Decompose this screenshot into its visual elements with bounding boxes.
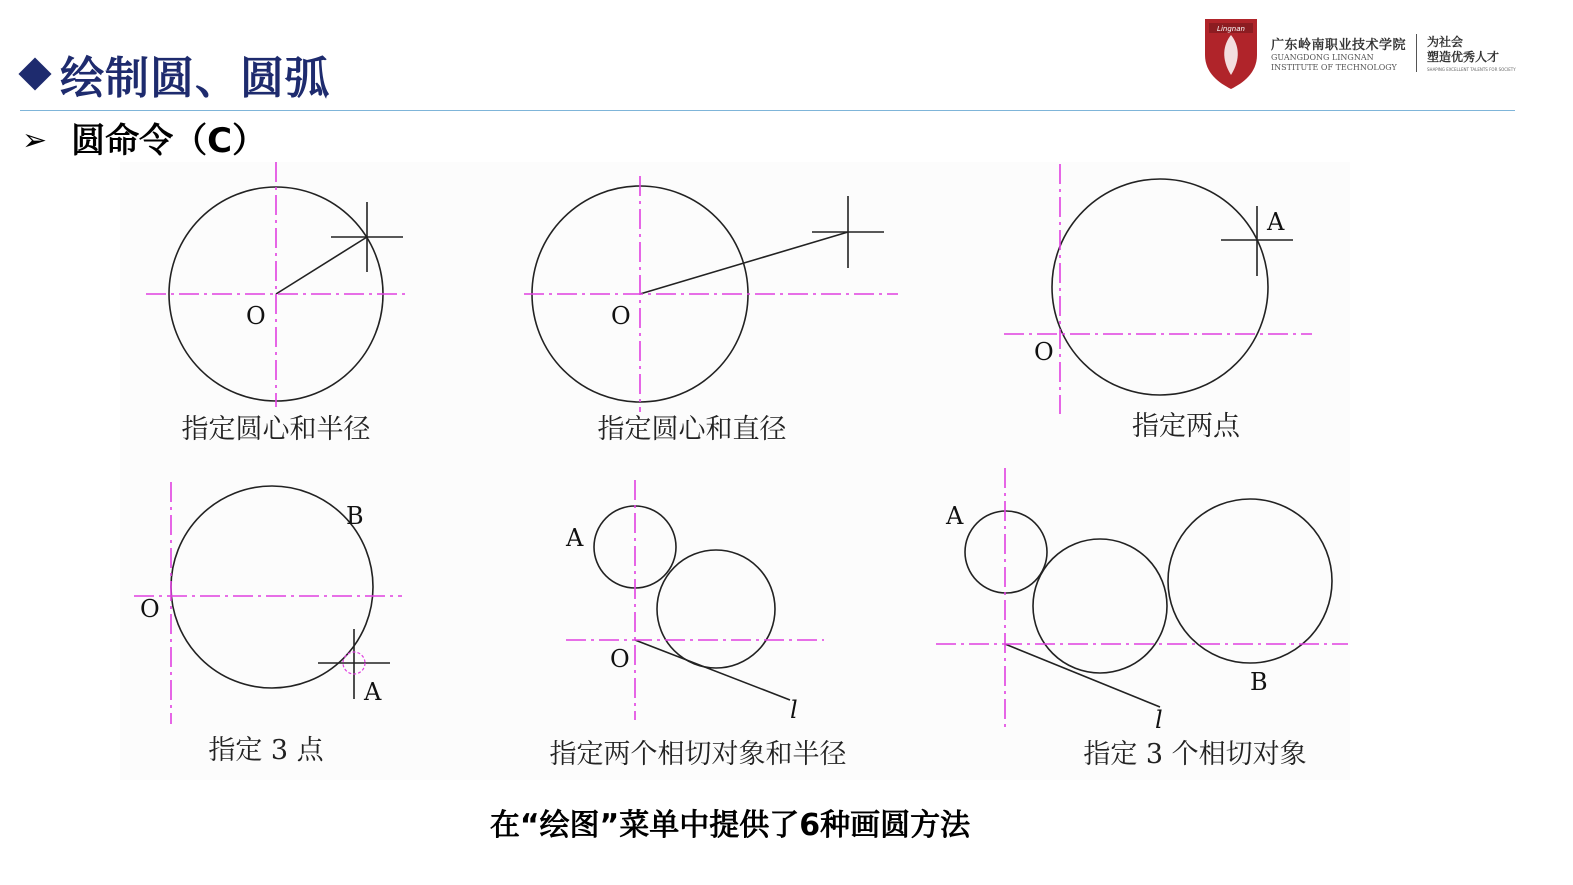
school-name-en-line1: GUANGDONG LINGNAN	[1271, 52, 1374, 62]
school-name	[1271, 34, 1406, 73]
footer-note: 在“绘图”菜单中提供了6种画圆方法	[489, 808, 971, 843]
label-o-panel3: O	[1034, 338, 1054, 366]
arrow-bullet-icon: ➢	[22, 123, 48, 158]
caption-center-radius: 指定圆心和半径	[181, 414, 371, 445]
motto-cn-line2: 塑造优秀人才	[1427, 49, 1500, 64]
label-b-panel4: B	[346, 502, 364, 530]
school-logo	[1203, 14, 1548, 92]
label-b-panel6: B	[1250, 668, 1268, 696]
school-motto	[1427, 35, 1516, 72]
circle-methods-diagram	[120, 162, 1350, 780]
motto-cn-line1: 为社会	[1427, 34, 1464, 49]
label-o-panel2: O	[611, 302, 631, 330]
result-circle	[657, 550, 775, 668]
subtitle	[22, 118, 266, 164]
subtitle-text: 圆命令（C）	[71, 121, 267, 161]
caption-three-tangents: 指定 3 个相切对象	[1083, 739, 1307, 770]
logo-divider	[1416, 34, 1417, 72]
logo-badge-text: Lingnan	[1217, 25, 1245, 33]
diamond-bullet-icon	[18, 57, 51, 90]
school-name-en-line2: INSTITUTE OF TECHNOLOGY	[1271, 62, 1397, 72]
caption-tangent-tangent-radius: 指定两个相切对象和半径	[549, 739, 847, 770]
caption-two-points: 指定两点	[1132, 411, 1240, 442]
caption-three-points: 指定 3 点	[208, 735, 324, 766]
label-o-panel4: O	[140, 595, 160, 623]
slide-title	[20, 44, 330, 104]
caption-center-diameter: 指定圆心和直径	[597, 414, 787, 445]
school-name-cn: 广东岭南职业技术学院	[1271, 37, 1407, 53]
tangent-line-l	[1005, 644, 1160, 707]
circle	[171, 486, 373, 688]
centerlines	[134, 162, 1348, 730]
title-text: 绘制圆、圆弧	[60, 53, 330, 104]
diagram-svg	[120, 162, 1350, 780]
radius-line	[276, 237, 367, 294]
label-a-panel6: A	[946, 502, 964, 530]
motto-en: SHAPING EXCELLENT TALENTS FOR SOCIETY	[1427, 66, 1516, 72]
diameter-line	[640, 232, 848, 294]
shield-logo-icon	[1203, 15, 1259, 91]
panel-three-tangents	[965, 499, 1332, 707]
label-l-panel5: l	[790, 696, 798, 724]
label-a-panel5: A	[566, 524, 584, 552]
tangent-circle-b	[1168, 499, 1332, 663]
tangent-circle-a	[965, 511, 1047, 593]
label-o-panel1: O	[246, 302, 266, 330]
label-a-panel3: A	[1267, 208, 1285, 236]
panel-two-points	[1052, 179, 1293, 395]
label-o-panel5: O	[610, 645, 630, 673]
title-divider	[20, 110, 1515, 111]
result-circle	[1033, 539, 1167, 673]
tangent-line-l	[635, 640, 790, 700]
circle	[1052, 179, 1268, 395]
label-a-panel4: A	[364, 678, 382, 706]
label-l-panel6: l	[1155, 706, 1163, 734]
